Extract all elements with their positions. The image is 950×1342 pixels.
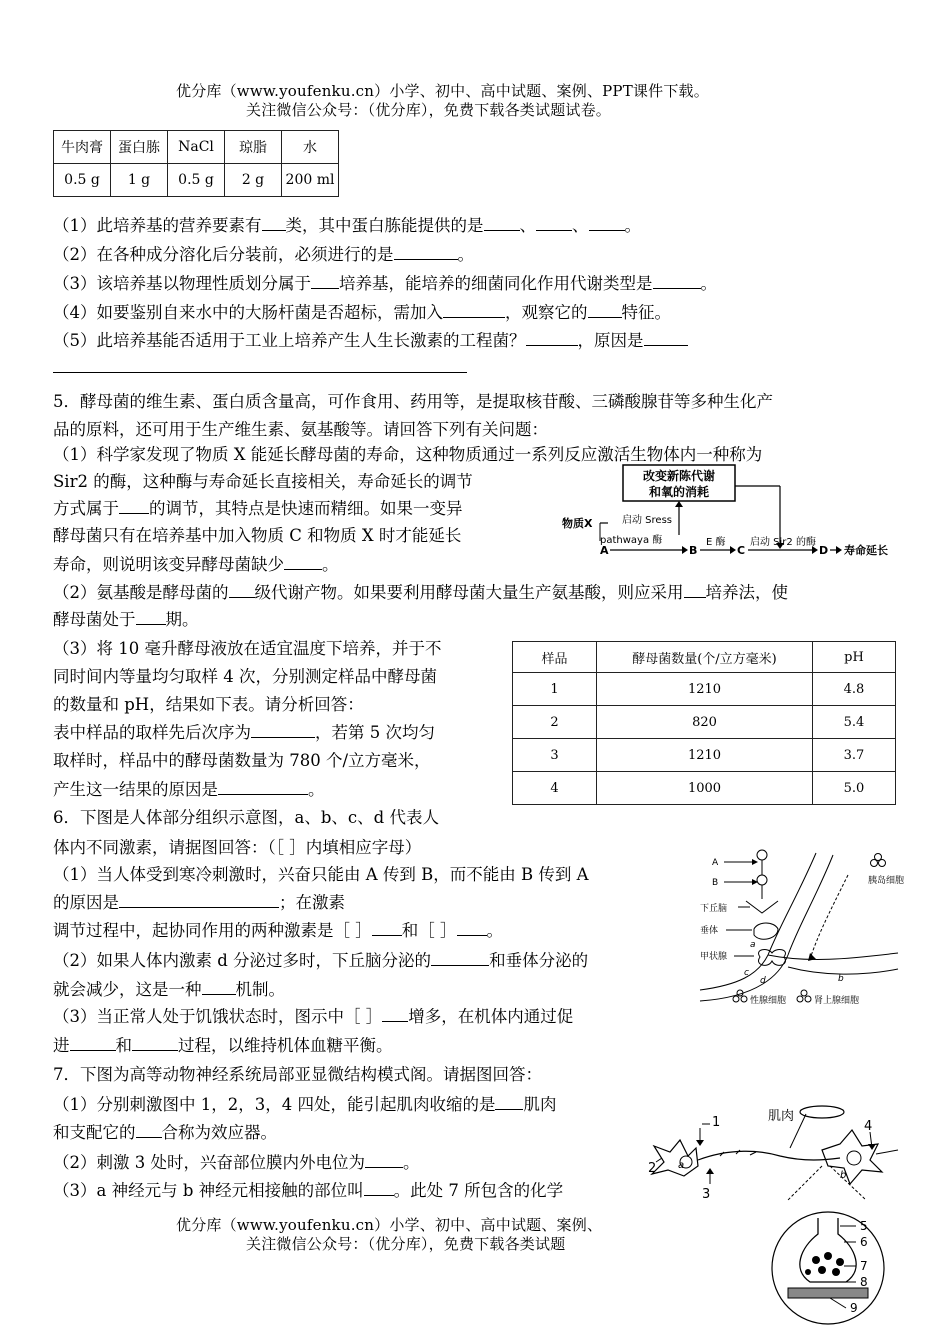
footer-line-2: 关注微信公众号：（优分库），免费下载各类试题 <box>246 1235 566 1253</box>
label-b-upper: B <box>712 878 719 888</box>
islet-cells-label: 胰岛细胞 <box>868 876 905 886</box>
medium-value: 200 ml <box>282 164 339 197</box>
table-row: 3 1210 3.7 <box>513 739 896 772</box>
substance-x-label: 物质X <box>562 517 593 530</box>
q7-intro: 7．下图为高等动物神经系统局部亚显微结构模式阁。请据图回答： <box>53 1065 542 1084</box>
q4-item-1: （1）此培养基的营养要素有 类，其中蛋白胨能提供的是 、 、 。 <box>53 216 641 235</box>
muscle-label: 肌肉 <box>768 1109 795 1124</box>
q5-s3-line-4: 表中样品的取样先后次序为 ，若第 5 次均匀 <box>53 723 435 742</box>
neuron-diagram <box>640 1100 912 1342</box>
adrenal-cells-label: 肾上腺细胞 <box>814 996 860 1006</box>
label-2: 2 <box>648 1161 657 1176</box>
node-d: D <box>819 544 829 557</box>
pituitary-label: 垂体 <box>700 926 719 936</box>
node-c: C <box>737 544 746 557</box>
q5-s3-line-5: 取样时，样品中的酵母菌数量为 780 个/立方毫米， <box>53 751 431 770</box>
hormone-a: a <box>750 940 756 950</box>
q7-s3: （3）a 神经元与 b 神经元相接触的部位叫 。此处 7 所包含的化学 <box>53 1181 564 1200</box>
label-1: 1 <box>712 1115 721 1130</box>
q6-s1-line-1: （1）当人体受到寒冷刺激时，兴奋只能由 A 传到 B，而不能由 B 传到 A <box>53 865 589 884</box>
hormone-d: d <box>760 976 766 986</box>
q5-s1-line-1: （1）科学家发现了物质 X 能延长酵母菌的寿命，这种物质通过一系列反应激活生物体内一种称为 <box>53 445 763 464</box>
q7-s1-line-2: 和支配它的 合称为效应器。 <box>53 1123 277 1142</box>
table-row: 4 1000 5.0 <box>513 772 896 805</box>
label-7: 7 <box>860 1259 868 1273</box>
yeast-header: pH <box>813 642 896 673</box>
pathway-diagram <box>560 457 910 557</box>
q4-item-3: （3）该培养基以物理性质划分属于 培养基，能培养的细菌同化作用代谢类型是 。 <box>53 274 717 293</box>
node-b: B <box>689 544 698 557</box>
pathway-box-line-2: 和氧的消耗 <box>648 485 710 499</box>
e-enzyme-label: E 酶 <box>706 537 726 548</box>
neuron-a-label: a <box>678 1160 685 1171</box>
pathway-box-line-1: 改变新陈代谢 <box>642 469 716 483</box>
q4-item-5: （5）此培养基能否适用于工业上培养产生人生长激素的工程菌？ ，原因是 <box>53 331 688 351</box>
q5-s1-line-3: 方式属于 的调节，其特点是快速而精细。如果一变异 <box>53 499 463 518</box>
q6-s1-line-3: 调节过程中，起协同作用的两种激素是［ ］ 和［ ］ 。 <box>53 921 503 940</box>
q5-s1-line-5: 寿命，则说明该变异酵母菌缺少 。 <box>53 555 339 574</box>
label-8: 8 <box>860 1275 868 1289</box>
table-row: 2 820 5.4 <box>513 706 896 739</box>
label-9: 9 <box>850 1301 858 1315</box>
yeast-header: 酵母菌数量(个/立方毫米) <box>597 642 813 673</box>
q5-intro-1: 5．酵母菌的维生素、蛋白质含量高，可作食用、药用等，是提取核苷酸、三磷酸腺苷等多种生化产 <box>53 392 773 411</box>
neuron-b-label: b <box>840 1170 847 1181</box>
thyroid-label: 甲状腺 <box>700 952 728 962</box>
hormone-c: c <box>744 968 749 978</box>
medium-value: 2 g <box>225 164 282 197</box>
q5-s1-line-4: 酵母菌只有在培养基中加入物质 C 和物质 X 时才能延长 <box>53 526 462 545</box>
q7-s1-line-1: （1）分别刺激图中 1，2，3，4 四处，能引起肌肉收缩的是 肌肉 <box>53 1095 557 1114</box>
gonad-cells-label: 性腺细胞 <box>750 996 787 1006</box>
body-tissue-diagram <box>698 835 908 1013</box>
q5-s2-line-2: 酵母菌处于 期。 <box>53 610 199 629</box>
hormone-b: b <box>838 974 844 984</box>
q6-s3-line-1: （3）当正常人处于饥饿状态时，图示中［ ］ 增多，在机体内通过促 <box>53 1007 574 1026</box>
medium-header: 水 <box>282 131 339 164</box>
q5-s1-line-2: Sir2 的酶，这种酶与寿命延长直接相关，寿命延长的调节 <box>53 472 473 491</box>
label-a-upper: A <box>712 858 719 868</box>
q6-intro-1: 6．下图是人体部分组织示意图，a、b、c、d 代表人 <box>53 808 439 827</box>
q6-s2-line-2: 就会减少，这是一种 机制。 <box>53 980 285 999</box>
medium-header: NaCl <box>168 131 225 164</box>
pathwaya-label: pathwaya 酶 <box>600 535 663 546</box>
label-5: 5 <box>860 1219 868 1233</box>
q4-item-2: （2）在各种成分溶化后分装前，必须进行的是 。 <box>53 245 474 264</box>
node-a: A <box>600 544 609 557</box>
q5-s2-line-1: （2）氨基酸是酵母菌的 级代谢产物。如果要利用酵母菌大量生产氨基酸，则应采用 培养法，使 <box>53 583 788 602</box>
yeast-header: 样品 <box>513 642 597 673</box>
q5-s3-line-2: 同时间内等量均匀取样 4 次，分别测定样品中酵母菌 <box>53 667 437 686</box>
start-sress-label: 启动 Sress <box>622 515 672 526</box>
q5-s3-line-1: （3）将 10 毫升酵母液放在适宜温度下培养，并于不 <box>53 639 442 658</box>
q6-s3-line-2: 进 和 过程，以维持机体血糖平衡。 <box>53 1036 393 1055</box>
medium-value: 0.5 g <box>54 164 111 197</box>
q5-intro-2: 品的原料，还可用于生产维生素、氨基酸等。请回答下列有关问题： <box>53 420 548 439</box>
answer-line <box>53 372 467 373</box>
q6-s2-line-1: （2）如果人体内激素 d 分泌过多时，下丘脑分泌的 和垂体分泌的 <box>53 951 589 970</box>
label-6: 6 <box>860 1235 868 1249</box>
label-3: 3 <box>702 1187 711 1202</box>
medium-header: 牛肉膏 <box>54 131 111 164</box>
medium-header: 蛋白胨 <box>111 131 168 164</box>
q4-item-4: （4）如要鉴别自来水中的大肠杆菌是否超标，需加入 ，观察它的 特征。 <box>53 303 671 322</box>
q7-s2: （2）刺激 3 处时，兴奋部位膜内外电位为 。 <box>53 1153 420 1172</box>
hypothalamus-label: 下丘脑 <box>700 904 728 914</box>
q6-intro-2: 体内不同激素，请据图回答：（［ ］内填相应字母） <box>53 838 422 857</box>
table-row: 1 1210 4.8 <box>513 673 896 706</box>
yeast-table <box>512 641 896 805</box>
q5-s3-line-6: 产生这一结果的原因是 。 <box>53 780 325 799</box>
q6-s1-line-2: 的原因是 ；在激素 <box>53 893 345 912</box>
header-line-1: 优分库（www.youfenku.cn）小学、初中、高中试题、案例、PPT课件下载。 <box>176 82 709 100</box>
result-label: 寿命延长 <box>844 544 888 557</box>
q5-s3-line-3: 的数量和 pH，结果如下表。请分析回答： <box>53 695 364 714</box>
medium-value: 1 g <box>111 164 168 197</box>
label-4: 4 <box>864 1119 873 1134</box>
footer-line-1: 优分库（www.youfenku.cn）小学、初中、高中试题、案例、 <box>176 1216 603 1234</box>
medium-value: 0.5 g <box>168 164 225 197</box>
header-line-2: 关注微信公众号：（优分库），免费下载各类试题试卷。 <box>246 101 612 119</box>
medium-header: 琼脂 <box>225 131 282 164</box>
start-sir2-label: 启动 Sir2 的酶 <box>750 537 816 548</box>
medium-table <box>53 130 339 197</box>
